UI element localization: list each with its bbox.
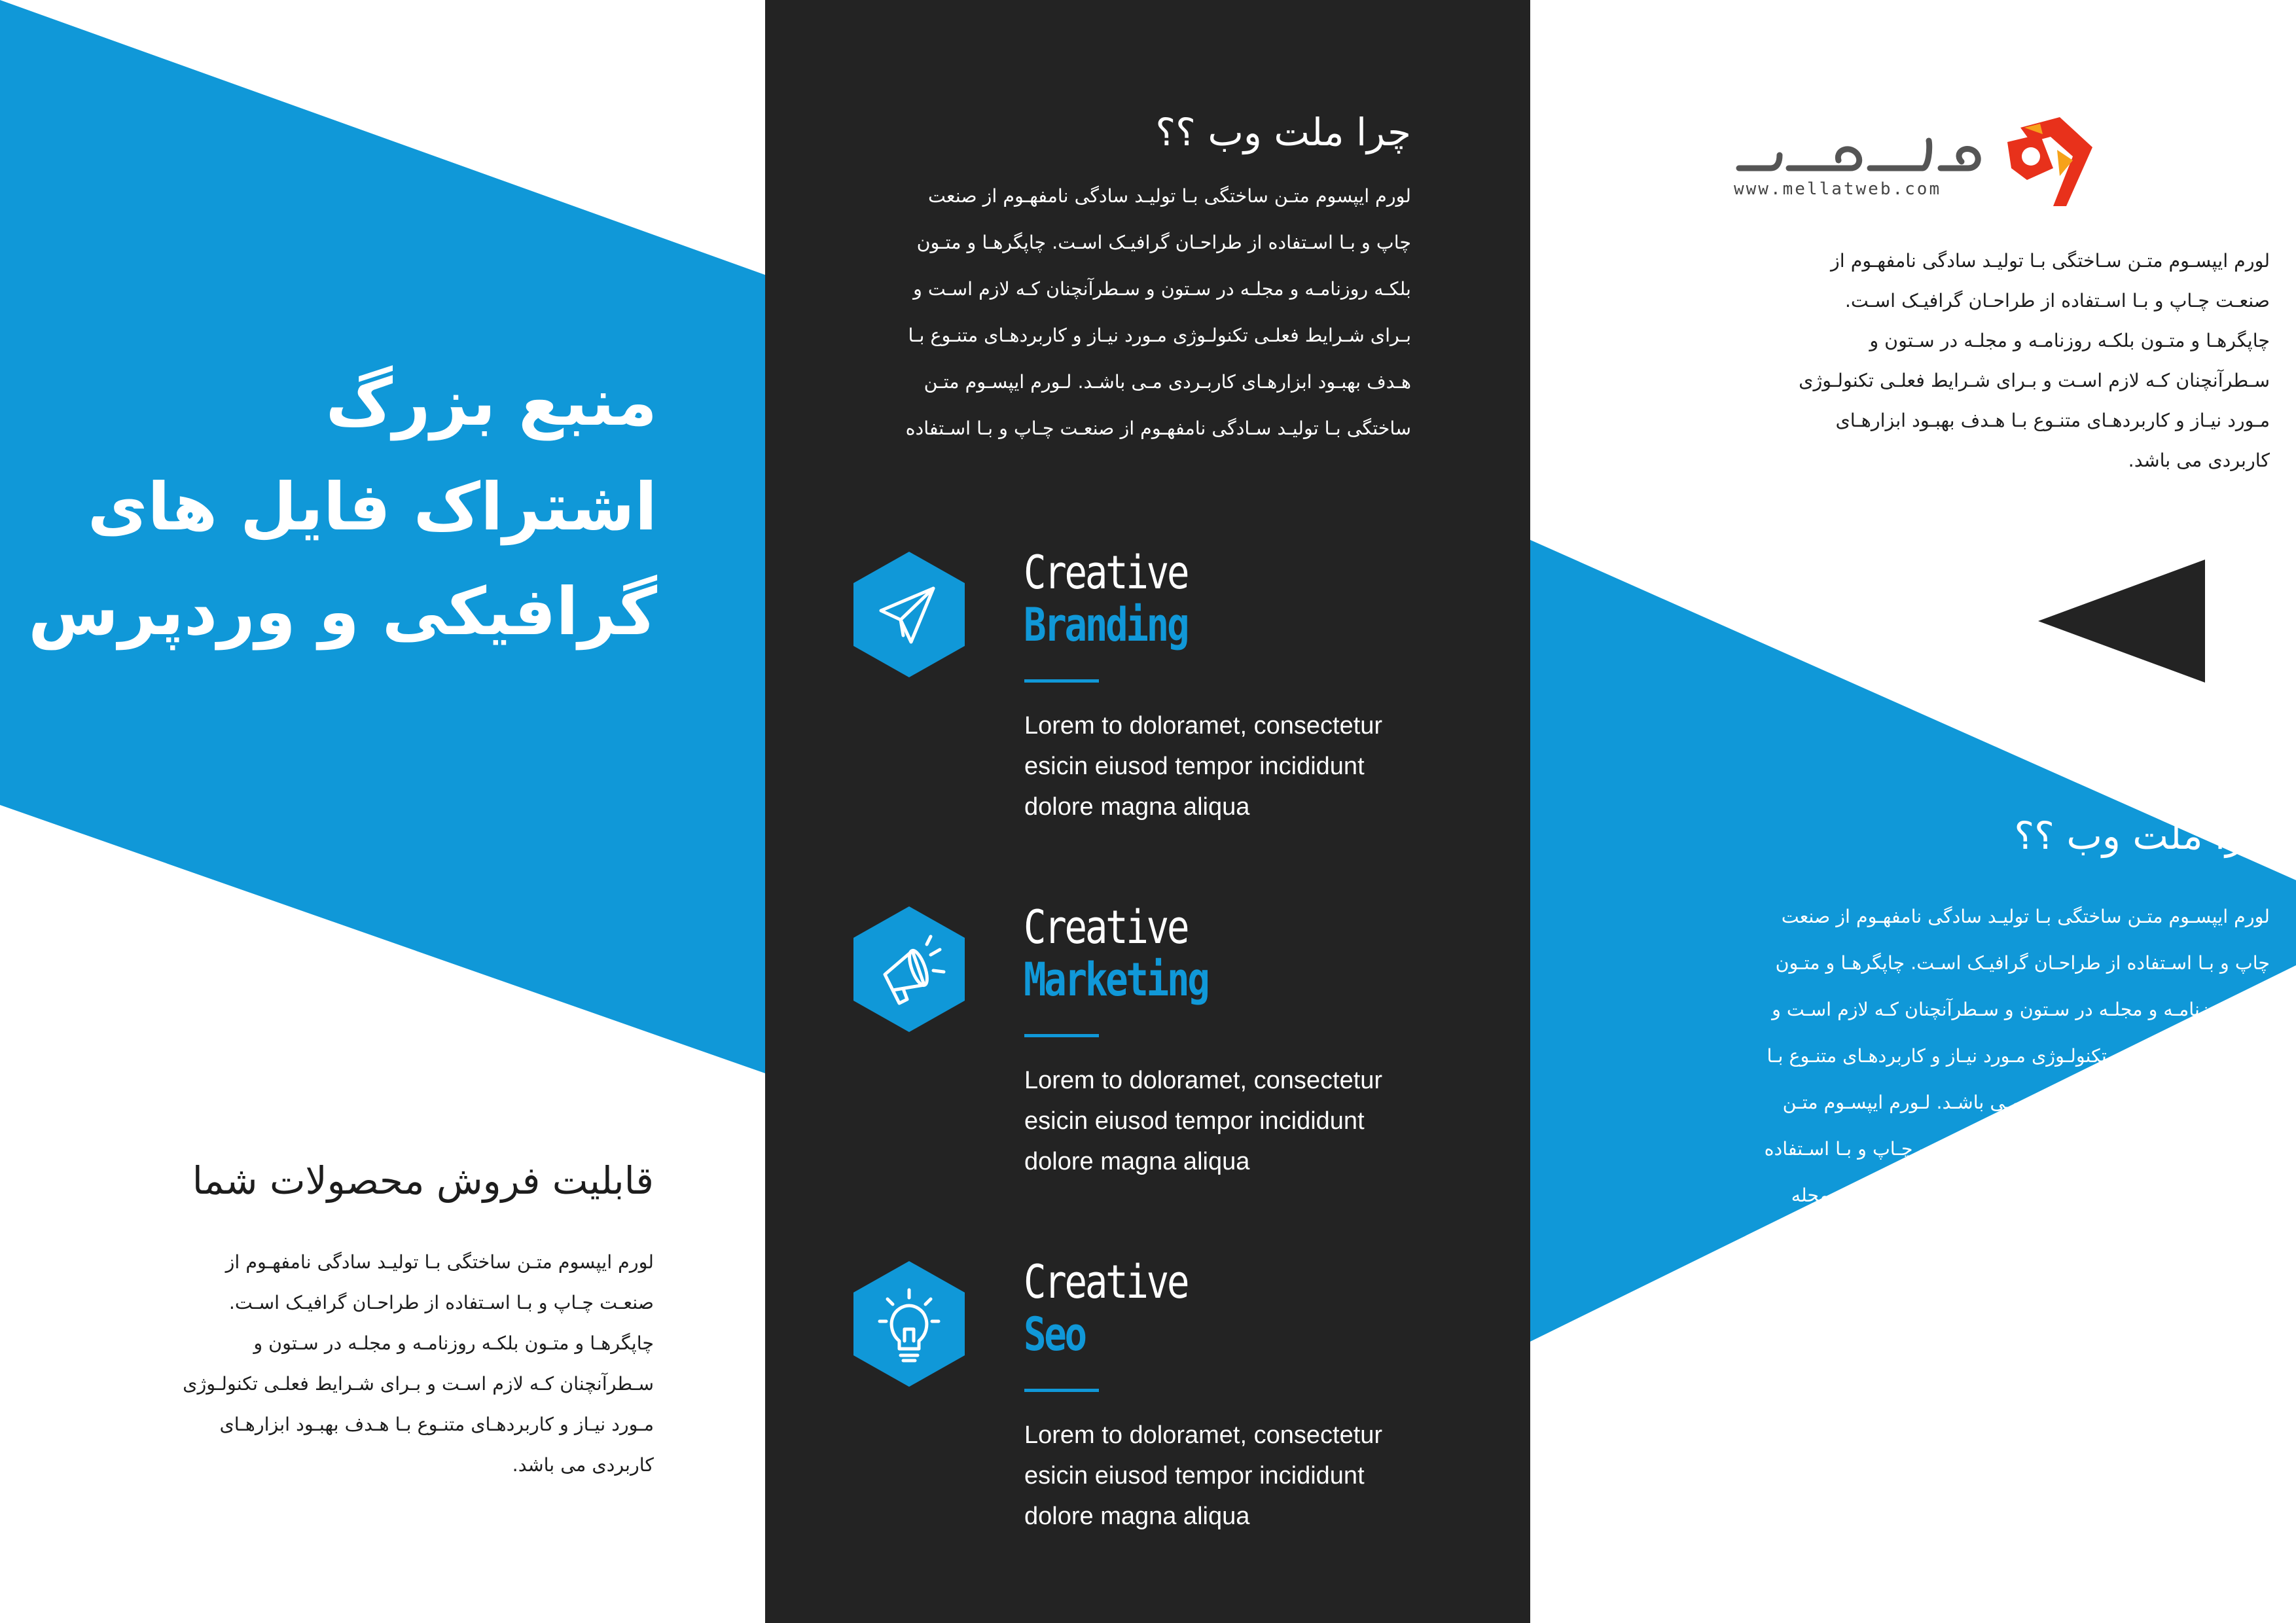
service-underline (1024, 1389, 1099, 1392)
right-section-title: چرا ملت وب ؟؟ (2014, 813, 2270, 858)
middle-body-text (888, 173, 1411, 452)
body-line: لورم ایپسـوم متـن ساختگی بـا تولیـد سادگی نامفهـوم از صنعت (1781, 906, 2270, 927)
middle-section-title: چرا ملت وب ؟؟ (1155, 110, 1411, 154)
logo-mark (2007, 117, 2092, 206)
body-line: بـرای شـرایط فعلـی تکنولـوژی مـورد نیـاز و کاربردهـای متنـوع بـا (908, 325, 1411, 346)
left-pointing-triangle-icon (2038, 560, 2205, 683)
hero-title-line: منبع بزرگ (325, 364, 657, 440)
service-description (1024, 1415, 1482, 1537)
body-line: ساختگی بـا تولیـد سـادگی نامفهـوم از صنعـت چـاپ و بـا اسـتفاده (1764, 1138, 2270, 1160)
service-underline (1024, 1034, 1099, 1037)
body-line: در سـتون و سـطرآنچنان کـه لازم اسـت و بـرای شـرایط فعلـی (1785, 1231, 2270, 1253)
desc-line: dolore magna aliqua (1024, 793, 1250, 821)
body-line: کاربردی می باشد. (2128, 1324, 2270, 1346)
service-branding (765, 546, 1530, 866)
desc-line: Lorem to doloramet, consectetur (1024, 1421, 1383, 1449)
left-section-title: قابلیت فروش محصولات شما (192, 1158, 654, 1203)
body-line: بلکـه روزنامـه و مجلـه در سـتون و سـطرآنچنان کـه لازم اسـت و (1772, 999, 2270, 1020)
body-line: مـورد نیـاز و کاربردهـای متنـوع بـا هـدف بهبـود ابزارهـای (219, 1414, 654, 1435)
body-line: چاپگرهـا و متـون بلکـه روزنامـه و مجلـه در سـتون و (253, 1332, 654, 1354)
body-line: لورم ایپسوم متـن ساختگی بـا تولیـد سادگی نامفهـوم از (225, 1251, 654, 1273)
desc-line: esicin eiusod tempor incididunt (1024, 1107, 1365, 1135)
desc-line: esicin eiusod tempor incididunt (1024, 753, 1365, 780)
body-line: سـطرآنچنان کـه لازم اسـت و بـرای شـرایط فعلـی تکنولـوژی (183, 1373, 654, 1395)
logo-url: www.mellatweb.com (1734, 179, 1942, 199)
desc-line: dolore magna aliqua (1024, 1503, 1250, 1530)
left-body-text (104, 1242, 654, 1486)
body-line: صنعـت چـاپ و بـا اسـتفاده از طراحـان گرافیـک اسـت. (1844, 290, 2270, 312)
body-line: لورم ایپسوم متـن ساختگی بـا تولیـد سادگی نامفهـوم از صنعت (928, 185, 1411, 207)
service-seo (765, 1255, 1530, 1575)
body-line: بـرای شـرایط فعلـی تکنولـوژی مـورد نیـاز و کاربردهـای متنـوع بـا (1767, 1045, 2270, 1067)
middle-panel (765, 0, 1530, 1623)
service-title-line2: Marketing (1024, 953, 1208, 1007)
service-title-line2: Branding (1024, 598, 1188, 652)
body-line: تکنولـوژی مورد نیاز و کاربردهای متنوع با هدف بهبود ابزارهای (1798, 1277, 2270, 1299)
lightbulb-icon (853, 1261, 965, 1387)
desc-line: Lorem to doloramet, consectetur (1024, 712, 1383, 740)
service-underline (1024, 679, 1099, 683)
hero-title-line: گرافیکی و وردپرس (28, 573, 657, 650)
service-title (1024, 1256, 1187, 1361)
body-line: چاپگرهـا و متـون بلکـه روزنامـه و مجلـه در سـتون و (1869, 330, 2270, 351)
service-title-line1: Creative (1024, 1255, 1188, 1309)
right-panel (1530, 0, 2296, 1623)
right-body-text (1746, 893, 2270, 1358)
service-marketing (765, 901, 1530, 1221)
service-title-line1: Creative (1024, 546, 1188, 599)
body-line: چاپ و بـا اسـتفاده از طراحـان گرافیـک اسـت. چاپگرهـا و متـون (1775, 952, 2270, 974)
desc-line: dolore magna aliqua (1024, 1148, 1250, 1175)
body-line: کاربردی می باشد. (512, 1454, 654, 1476)
desc-line: Lorem to doloramet, consectetur (1024, 1067, 1383, 1094)
body-line: چاپ و بـا اسـتفاده از طراحـان گرافیـک اسـت. چاپگرهـا و متـون (916, 232, 1411, 253)
body-line: مـورد نیـاز و کاربردهـای متنـوع بـا هـدف بهبـود ابزارهـای (1835, 410, 2270, 431)
service-title-line1: Creative (1024, 901, 1188, 954)
body-line: هـدف بهبـود ابزارهـای کاربـردی مـی باشـد. لـورم ایپسـوم متـن (924, 371, 1411, 393)
service-description (1024, 705, 1482, 827)
body-line: صنعـت چـاپ و بـا اسـتفاده از طراحـان گرافیـک اسـت. (228, 1292, 654, 1313)
hero-title-line: اشتراک فایل های (87, 469, 657, 545)
service-title (1024, 546, 1187, 651)
desc-line: esicin eiusod tempor incididunt (1024, 1462, 1365, 1489)
hero-title (3, 350, 657, 664)
body-line: سـطرآنچنان کـه لازم اسـت و بـرای شـرایط فعلـی تکنولـوژی (1799, 370, 2270, 391)
right-intro-text (1727, 241, 2270, 480)
body-line: از طراحان گرافیک است. چاپگرها و متون بلکه روزنامه و مجله (1791, 1185, 2270, 1206)
body-line: لورم ایپسـوم متـن سـاختگی بـا تولیـد سادگی نامفهـوم از (1830, 250, 2270, 272)
body-line: بلکـه روزنامـه و مجلـه در سـتون و سـطرآنچنان کـه لازم اسـت و (913, 278, 1411, 300)
paper-plane-icon (853, 552, 965, 677)
megaphone-icon (853, 906, 965, 1032)
service-title (1024, 901, 1208, 1006)
body-line: کاربردی می باشد. (2128, 450, 2270, 471)
left-panel (0, 0, 765, 1623)
body-line: هـدف بهبـود ابزارهـای کاربـردی مـی باشـد. لـورم ایپسـوم متـن (1782, 1092, 2270, 1113)
body-line: ساختگی بـا تولیـد سـادگی نامفهـوم از صنعـت چـاپ و بـا اسـتفاده (905, 418, 1411, 439)
service-description (1024, 1060, 1482, 1182)
service-title-line2: Seo (1024, 1308, 1085, 1361)
